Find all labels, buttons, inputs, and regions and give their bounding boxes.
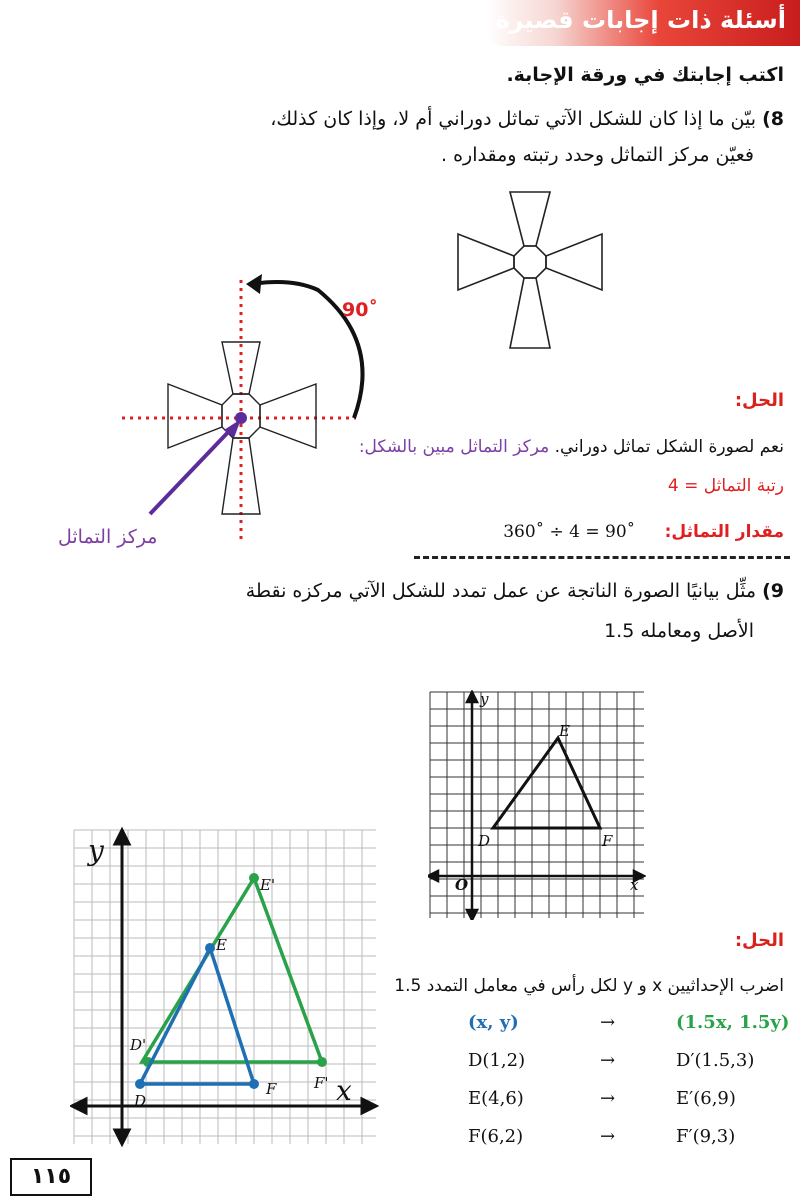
mapping-to: D′(1.5,3) [676,1050,755,1071]
graph2-Ep-label: E' [260,876,276,894]
solution-label-8: الحل: [734,390,784,411]
section-divider [414,556,790,559]
mapping-arrow: → [600,1088,616,1109]
mapping-row-D [430,1050,792,1088]
mapping-from: F(6,2) [468,1126,524,1147]
solution-8-line1 [359,437,784,457]
magnitude-label: مقدار التماثل: [664,522,784,542]
graph1-triangle-DEF [493,738,600,828]
mapping-row-E [430,1088,792,1126]
graph1-F-label: F [602,832,613,850]
graph2-Fp-label: F' [314,1074,329,1092]
left-petal [168,384,222,448]
graph2-F-label: F [266,1080,277,1098]
rotation-arrowhead [246,274,262,294]
section-title: أسئلة ذات إجابات قصيرة [495,6,786,34]
graph1-D-label: D [478,832,491,850]
mapping-from: D(1,2) [468,1050,526,1071]
left-petal [458,234,514,290]
question-8-line1 [270,108,784,130]
graph1-origin-label: O [455,876,469,894]
graph2-y-label: y [88,834,104,867]
question-8-number: 8) [762,108,784,130]
symmetry-order: رتبة التماثل = 4 [667,476,784,496]
graph1-E-label: E [559,722,570,740]
question-9-solution-graph [70,826,380,1148]
symmetry-magnitude [503,522,784,542]
top-petal [510,192,550,246]
mapping-row-F [430,1126,792,1164]
graph2-E-label: E [216,936,227,954]
question-9-text: مثِّل بيانيًا الصورة الناتجة عن عمل تمدد للشكل الآتي مركزه نقطة [245,580,757,602]
graph1-y-label: y [480,690,489,708]
mapping-to: F′(9,3) [676,1126,736,1147]
right-petal [260,384,316,448]
mapping-to: E′(6,9) [676,1088,736,1109]
mapping-from: (x, y) [468,1012,519,1033]
question-9-graph [428,690,646,920]
question-9-line2: الأصل ومعامله 1.5 [604,620,754,642]
mapping-to: (1.5x, 1.5y) [676,1012,790,1033]
mapping-arrow: → [600,1126,616,1147]
instruction-text: اكتب إجابتك في ورقة الإجابة. [506,64,784,86]
bottom-petal [510,278,550,348]
question-8-text: بيّن ما إذا كان للشكل الآتي تماثل دوراني أم لا، وإذا كان كذلك، [270,108,757,130]
question-8-line2: فعيّن مركز التماثل وحدد رتبته ومقداره . [441,144,754,166]
graph1-x-label: x [630,876,639,894]
mapping-arrow: → [600,1050,616,1071]
solution-8-center-note: مركز التماثل مبين بالشكل: [358,437,550,457]
solution-8-answer: نعم لصورة الشكل تماثل دوراني. [554,437,784,457]
solution-label-9: الحل: [734,930,784,951]
question-8-figure [440,180,620,370]
angle-label: 90˚ [342,299,378,321]
right-petal [546,234,602,290]
graph2-x-label: x [336,1074,352,1107]
graph2-D-label: D [134,1092,147,1110]
question-9-number: 9) [762,580,784,602]
image-triangle-DpEpFp [142,878,322,1062]
question-9-line1 [246,580,784,602]
mapping-arrow: → [600,1012,616,1033]
octagon [514,246,546,278]
center-label: مركز التماثل [58,526,158,548]
magnitude-expression: 360˚ ÷ 4 = 90˚ [503,522,636,542]
dilation-mapping-table [430,1012,792,1164]
mapping-from: E(4,6) [468,1088,524,1109]
graph2-Dp-label: D' [130,1036,147,1054]
mapping-row-header [430,1012,792,1050]
question-8-solution-figure [120,270,380,550]
solution-9-instruction: اضرب الإحداثيين x و y لكل رأس في معامل التمدد 1.5 [394,976,784,996]
page-number: ١١٥ [10,1158,92,1196]
